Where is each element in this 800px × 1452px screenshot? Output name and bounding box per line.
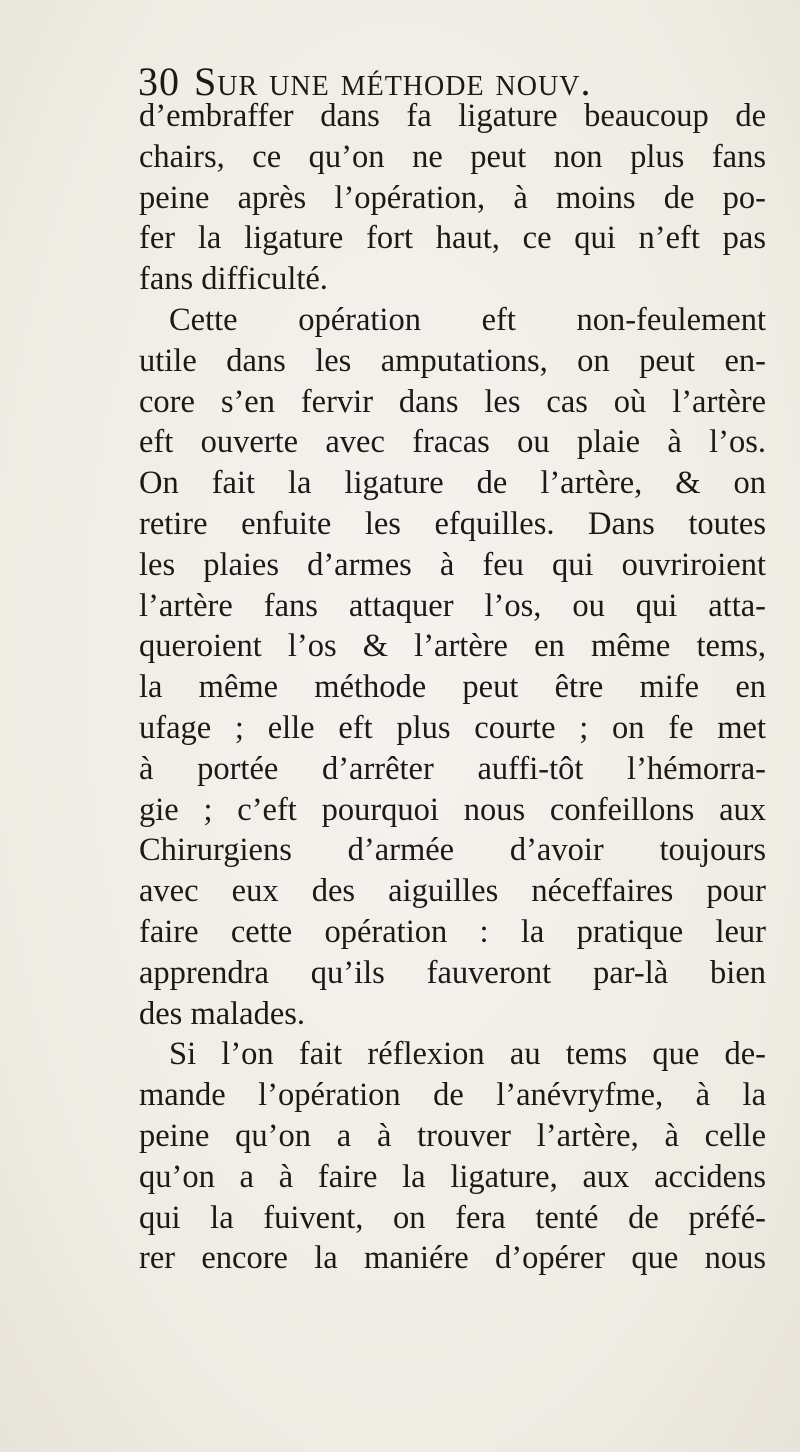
text-line: On fait la ligature de l’artère, & on xyxy=(139,465,766,502)
text-line: retire enfuite les efquilles. Dans toutes xyxy=(139,505,766,542)
page-number: 30 xyxy=(138,59,180,104)
text-line: peine après l’opération, à moins de po- xyxy=(139,179,766,216)
text-line: avec eux des aiguilles néceffaires pour xyxy=(139,873,766,910)
text-line: d’embraffer dans fa ligature beaucoup de xyxy=(139,98,766,134)
text-line: Si l’on fait réflexion au tems que de- xyxy=(169,1036,766,1073)
text-line: gie ; c’eft pourquoi nous confeillons aux xyxy=(139,791,766,828)
text-line: utile dans les amputations, on peut en- xyxy=(139,342,766,379)
text-line: queroient l’os & l’artère en même tems, xyxy=(139,628,766,665)
text-line: Cette opération eft non-feulement xyxy=(169,301,766,338)
text-line: rer encore la maniére d’opérer que nous xyxy=(139,1240,766,1277)
text-line: fer la ligature fort haut, ce qui n’eft pas xyxy=(139,220,766,257)
text-line: eft ouverte avec fracas ou plaie à l’os. xyxy=(139,424,766,461)
text-line: les plaies d’armes à feu qui ouvriroient xyxy=(139,546,766,583)
text-line: à portée d’arrêter auffi-tôt l’hémorra- xyxy=(139,750,766,787)
text-line: apprendra qu’ils fauveront par-là bien xyxy=(139,954,766,991)
text-line: core s’en fervir dans les cas où l’artère xyxy=(139,383,766,420)
text-line: peine qu’on a à trouver l’artère, à celle xyxy=(139,1117,766,1154)
text-line: chairs, ce qu’on ne peut non plus fans xyxy=(139,138,766,175)
text-line: la même méthode peut être mife en xyxy=(139,669,766,706)
text-line: mande l’opération de l’anévryfme, à la xyxy=(139,1077,766,1114)
body-text xyxy=(139,96,766,1279)
text-line: ufage ; elle eft plus courte ; on fe met xyxy=(139,709,766,746)
text-line: qui la fuivent, on fera tenté de préfé- xyxy=(139,1199,766,1236)
text-line: Chirurgiens d’armée d’avoir toujours xyxy=(139,832,766,869)
text-line: l’artère fans attaquer l’os, ou qui atta- xyxy=(139,587,766,624)
text-line: des malades. xyxy=(139,995,306,1032)
text-line: fans difficulté. xyxy=(139,261,328,298)
running-title: Sur une méthode nouv. xyxy=(194,59,592,104)
text-line: qu’on a à faire la ligature, aux accidens xyxy=(139,1158,766,1195)
text-line: faire cette opération : la pratique leur xyxy=(139,913,766,950)
